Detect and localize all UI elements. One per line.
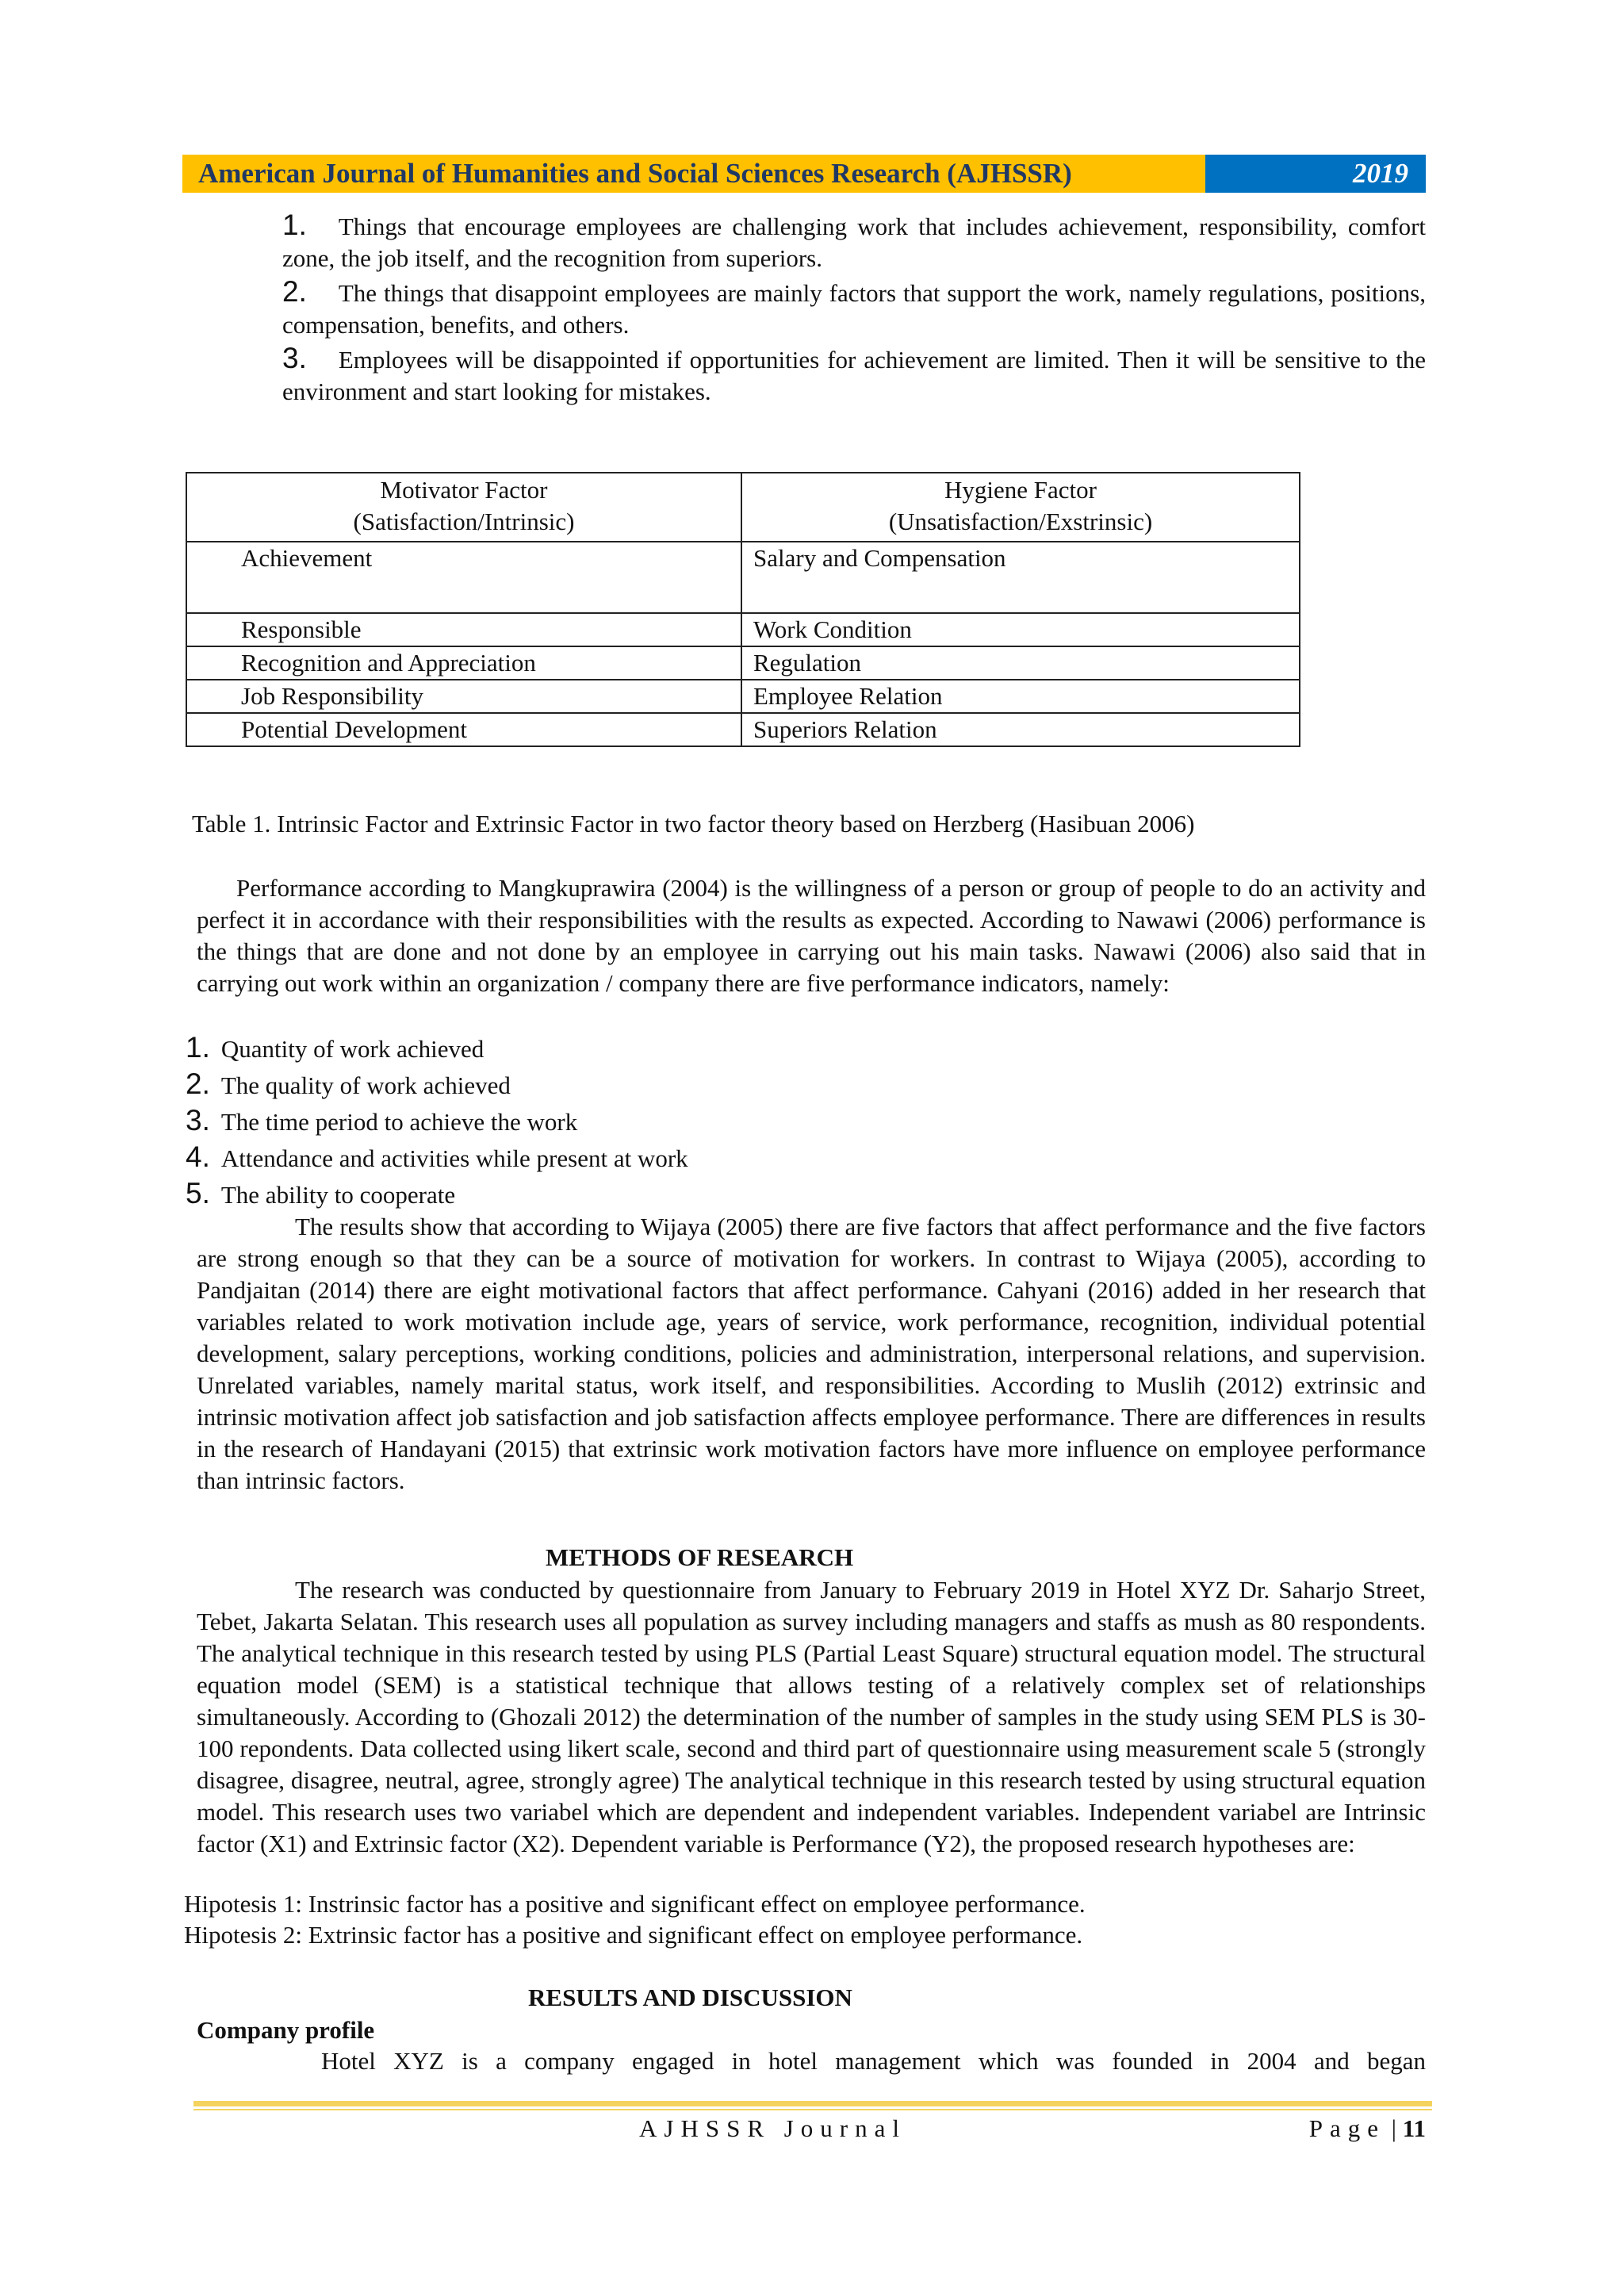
footer-divider-thin xyxy=(193,2109,1432,2110)
footer-divider xyxy=(193,2101,1432,2106)
hypothesis-2: Hipotesis 2: Extrinsic factor has a positive and significant effect on employee performance. xyxy=(184,1921,1083,1949)
list-number: 2. xyxy=(186,1068,210,1100)
list-text: Employees will be disappointed if opportunities for achievement are limited. Then it will be sensitive to the environment and start looking for mistakes. xyxy=(282,346,1426,405)
table-row xyxy=(186,680,1300,713)
list-number: 4. xyxy=(186,1140,210,1173)
journal-title: American Journal of Humanities and Social Sciences Research (AJHSSR) xyxy=(182,155,1205,193)
list-item xyxy=(282,343,1426,408)
herzberg-factor-table xyxy=(186,472,1300,747)
table-cell: Recognition and Appreciation xyxy=(186,646,741,680)
list-item xyxy=(186,1066,688,1102)
company-paragraph: Hotel XYZ is a company engaged in hotel management which was founded in 2004 and began xyxy=(321,2047,1426,2075)
motivator-header xyxy=(186,473,741,542)
list-text: The things that disappoint employees are mainly factors that support the work, namely regulations, positions, compensation, benefits, and others. xyxy=(282,279,1426,339)
journal-year: 2019 xyxy=(1205,155,1426,193)
list-number: 3. xyxy=(186,1104,210,1137)
list-number: 1. xyxy=(186,1031,210,1064)
list-item xyxy=(186,1175,688,1212)
list-number: 2. xyxy=(282,275,307,308)
hygiene-header-subtitle: (Unsatisfaction/Exstrinsic) xyxy=(888,508,1153,535)
table-cell: Potential Development xyxy=(186,713,741,746)
table-row xyxy=(186,713,1300,746)
list-item xyxy=(186,1102,688,1139)
list-item xyxy=(186,1029,688,1066)
journal-header-bar xyxy=(182,155,1426,193)
page-label: Page xyxy=(1308,2114,1385,2142)
table-cell: Employee Relation xyxy=(741,680,1300,713)
page-number: 11 xyxy=(1402,2114,1426,2142)
performance-paragraph: Performance according to Mangkuprawira (2004) is the willingness of a person or group of people to do an activity and perfect it in accordance with their responsibilities with the results as expected. According to Nawawi (2006) performance is the things that are done and not done by an employee in carrying out his main tasks. Nawawi (2006) also said that in carrying out work within an organization / company there are five performance indicators, namely: xyxy=(197,874,1426,997)
table-row xyxy=(186,542,1300,613)
list-text: The quality of work achieved xyxy=(220,1071,511,1099)
list-number: 5. xyxy=(186,1177,210,1209)
motivator-header-title: Motivator Factor xyxy=(380,476,548,504)
performance-indicator-list xyxy=(186,1029,688,1212)
encouragement-list xyxy=(282,209,1426,409)
list-text: Attendance and activities while present at work xyxy=(220,1144,688,1172)
list-text: The time period to achieve the work xyxy=(220,1108,578,1136)
list-text: The ability to cooperate xyxy=(220,1181,456,1209)
table-cell: Superiors Relation xyxy=(741,713,1300,746)
table-cell: Responsible xyxy=(186,613,741,646)
footer-page-indicator xyxy=(1309,2113,1426,2145)
table-cell: Achievement xyxy=(186,542,741,613)
results-paragraph: The results show that according to Wijaya (2005) there are five factors that affect performance and the five factors are strong enough so that they can be a source of motivation for workers. In contrast to Wijaya (2005), according to Pandjaitan (2014) there are eight motivational factors that affect performance. Cahyani (2016) added in her research that variables related to work motivation include age, years of service, work performance, recognition, individual potential development, salary perceptions, working conditions, policies and administration, interpersonal relations, and supervision. Unrelated variables, namely marital status, work itself, and responsibilities. According to Muslih (2012) extrinsic and intrinsic motivation affect job satisfaction and job satisfaction affects employee performance. There are differences in results in the research of Handayani (2015) that extrinsic work motivation factors have more influence on employee performance than intrinsic factors. xyxy=(197,1213,1426,1494)
footer-journal-name: AJHSSR Journal xyxy=(639,2114,907,2142)
list-text: Quantity of work achieved xyxy=(220,1035,485,1063)
table-cell: Work Condition xyxy=(741,613,1300,646)
motivator-header-subtitle: (Satisfaction/Intrinsic) xyxy=(353,508,575,535)
table-row xyxy=(186,646,1300,680)
list-item xyxy=(282,276,1426,341)
table-cell: Salary and Compensation xyxy=(741,542,1300,613)
list-number: 3. xyxy=(282,342,307,374)
hygiene-header-title: Hygiene Factor xyxy=(944,476,1097,504)
hypothesis-1: Hipotesis 1: Instrinsic factor has a positive and significant effect on employee performance. xyxy=(184,1890,1086,1918)
methods-heading: METHODS OF RESEARCH xyxy=(546,1543,854,1571)
table-caption: Table 1. Intrinsic Factor and Extrinsic Factor in two factor theory based on Herzberg (Hasibuan 2006) xyxy=(192,810,1195,838)
company-profile-heading: Company profile xyxy=(197,2016,375,2044)
list-item xyxy=(282,209,1426,274)
table-header-row xyxy=(186,473,1300,542)
page-separator: | xyxy=(1391,2114,1396,2142)
table-cell: Job Responsibility xyxy=(186,680,741,713)
list-item xyxy=(186,1139,688,1175)
methods-paragraph: The research was conducted by questionnaire from January to February 2019 in Hotel XYZ Dr. Saharjo Street, Tebet, Jakarta Selatan. This research uses all population as survey including managers and staffs as mush as 80 respondents. The analytical technique in this research tested by using PLS (Partial Least Square) structural equation model. The structural equation model (SEM) is a statistical technique that allows testing of a relatively complex set of relationships simultaneously. According to (Ghozali 2012) the determination of the number of samples in the study using SEM PLS is 30- 100 repondents. Data collected using likert scale, second and third part of questionnaire using measurement scale 5 (strongly disagree, disagree, neutral, agree, strongly agree) The analytical technique in this research tested by using structural equation model. This research uses two variabel which are dependent and independent variables. Independent variabel are Intrinsic factor (X1) and Extrinsic factor (X2). Dependent variable is Performance (Y2), the proposed research hypotheses are: xyxy=(197,1576,1426,1857)
hygiene-header xyxy=(741,473,1300,542)
table-cell: Regulation xyxy=(741,646,1300,680)
table-row xyxy=(186,613,1300,646)
list-text: Things that encourage employees are challenging work that includes achievement, responsibility, comfort zone, the job itself, and the recognition from superiors. xyxy=(282,213,1426,272)
list-number: 1. xyxy=(282,209,307,241)
results-heading: RESULTS AND DISCUSSION xyxy=(528,1984,852,2011)
